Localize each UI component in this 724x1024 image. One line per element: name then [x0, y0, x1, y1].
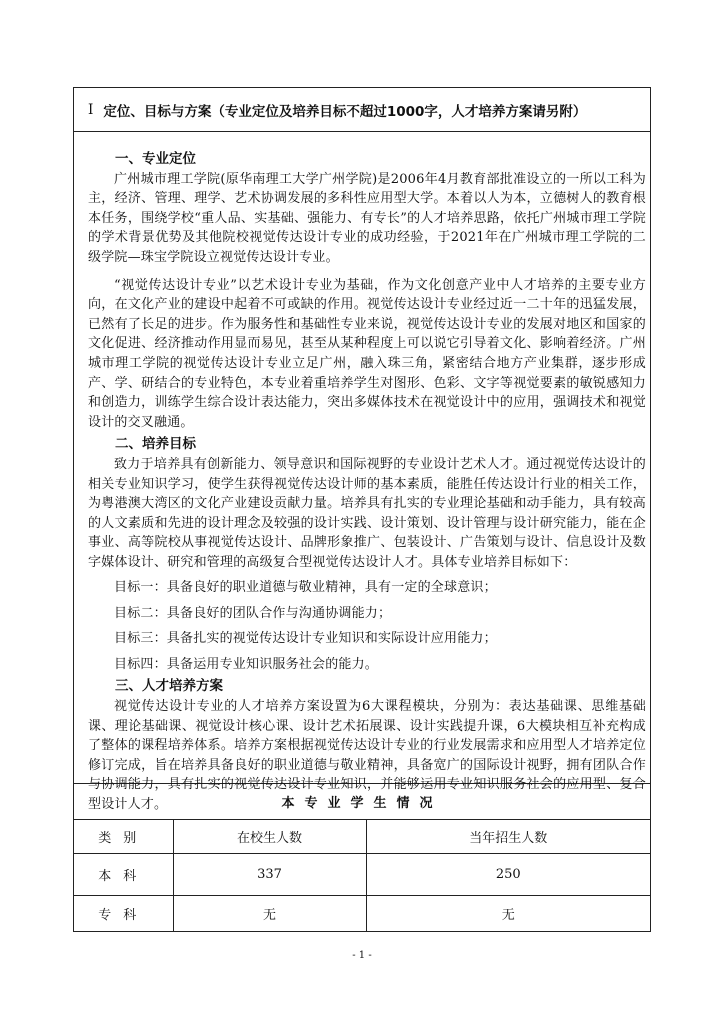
paragraph: 致力于培养具有创新能力、领导意识和国际视野的专业设计艺术人才。通过视觉传达设计的相关专业知识学习，使学生获得视觉传达设计师的基本素质，能胜任传达设计行业的相关工作，为粤港澳大湾区的文化产业建设贡献力量。培养具有扎实的专业理论基础和动手能力，具有较高的人文素质和先进的设计理念及较强的设计实践、设计策划、设计管理与设计研究能力，能在企事业、高等院校从事视觉传达设计、品牌形象推广、包装设计、广告策划与设计、信息设计及数字媒体设计、研究和管理的高级复合型视觉传达设计人才。具体专业培养目标如下：	[88, 456, 646, 570]
student-table-title: 本专业学生情况	[74, 784, 650, 820]
section-title: 定位、目标与方案（专业定位及培养目标不超过1000字，人才培养方案请另附）	[103, 103, 587, 120]
section-header	[74, 88, 650, 132]
goal-item: 目标二：具备良好的团队合作与沟通协调能力；	[114, 605, 392, 621]
table-row	[74, 854, 650, 896]
column-header: 类别	[74, 820, 173, 854]
cell-admitted: 250	[366, 854, 650, 896]
table-row	[74, 896, 650, 931]
heading-positioning: 一、专业定位	[115, 151, 196, 167]
paragraph: 广州城市理工学院(原华南理工大学广州学院)是2006年4月教育部批准设立的一所以工科为主，经济、管理、理学、艺术协调发展的多科性应用型大学。本着以人为本，立德树人的教育根本任务，围绕学校“重人品、实基础、强能力、有专长”的人才培养思路，依托广州城市理工学院的学术背景优势及其他院校视觉传达设计专业的成功经验，于2021年在广州城市理工学院的二级学院—珠宝学院设立视觉传达设计专业。	[88, 171, 646, 265]
row-label: 专科	[74, 896, 173, 931]
document-table	[73, 87, 651, 932]
section-numeral: Ⅰ	[88, 101, 94, 118]
goal-item: 目标四：具备运用专业知识服务社会的能力。	[114, 656, 379, 672]
paragraph: 视觉传达设计专业的人才培养方案设置为6大课程模块，分别为：表达基础课、思维基础课、理论基础课、视觉设计核心课、设计艺术拓展课、设计实践提升课，6大模块相互补充构成了整体的课程培养体系。培养方案根据视觉传达设计专业的行业发展需求和应用型人才培养定位修订完成，旨在培养具备良好的职业道德与敬业精神，具备宽广的国际设计视野，拥有团队合作与协调能力，具有扎实的视觉传达设计专业知识，并能够运用专业知识服务社会的应用型、复合型设计人才。	[88, 699, 646, 813]
cell-enrolled: 无	[173, 896, 366, 931]
heading-plan: 三、人才培养方案	[115, 678, 223, 695]
heading-goals: 二、培养目标	[115, 436, 196, 453]
column-header: 当年招生人数	[366, 820, 650, 854]
goal-item: 目标一：具备良好的职业道德与敬业精神，具有一定的全球意识；	[114, 580, 497, 596]
goal-item: 目标三：具备扎实的视觉传达设计专业知识和实际设计应用能力；	[114, 631, 497, 647]
cell-admitted: 无	[366, 896, 650, 931]
row-label: 本科	[74, 854, 173, 896]
column-header: 在校生人数	[173, 820, 366, 854]
cell-enrolled: 337	[173, 854, 366, 896]
page-number: - 1 -	[352, 950, 372, 961]
paragraph: “视觉传达设计专业”以艺术设计专业为基础，作为文化创意产业中人才培养的主要专业方向，在文化产业的建设中起着不可或缺的作用。视觉传达设计专业经过近一二十年的迅猛发展，已然有了长足的进步。作为服务性和基础性专业来说，视觉传达设计专业的发展对地区和国家的文化促进、经济推动作用显而易见，甚至从某种程度上可以说它引导着文化、影响着经济。广州城市理工学院的视觉传达设计专业立足广州，融入珠三角，紧密结合地方产业集群，逐步形成产、学、研结合的专业特色，本专业着重培养学生对图形、色彩、文字等视觉要素的敏锐感知力和创造力，训练学生综合设计表达能力，突出多媒体技术在视觉设计中的应用，强调技术和视觉设计的交叉融通。	[88, 277, 646, 430]
